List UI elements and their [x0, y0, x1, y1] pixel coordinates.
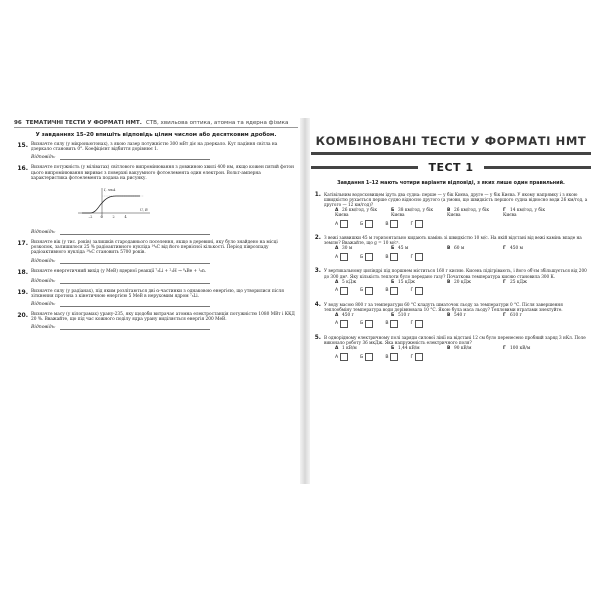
answer-box	[360, 353, 373, 361]
answer-checkbox[interactable]	[415, 353, 423, 361]
question-text: У вертикальному циліндрі під поршнем міститься 160 г кисню. Кисень підігрівають, і його об'єм збільшується від 200 до 300 дм³. Яку кількість теплоти було передано газу? Початкова температура кисню становила 300 К.	[324, 268, 587, 279]
x-tick-label: –2	[88, 215, 93, 220]
answer-field[interactable]	[60, 229, 210, 235]
answer-box	[335, 220, 348, 228]
option-letter: Г	[503, 312, 506, 318]
option-letter: Б	[391, 312, 395, 318]
answer-field[interactable]	[60, 301, 210, 307]
question-number: 15.	[17, 142, 28, 149]
box-letter: В	[385, 288, 389, 294]
answer-option	[335, 346, 391, 351]
answer-box	[385, 253, 398, 261]
answer-row	[31, 229, 298, 235]
answer-option	[503, 346, 559, 351]
box-letter: А	[335, 254, 339, 260]
answer-option	[503, 208, 559, 218]
box-letter: А	[335, 321, 339, 327]
question-number: 20.	[17, 312, 28, 320]
answer-box	[410, 220, 423, 228]
answer-label: Відповідь:	[31, 302, 56, 308]
answer-checkbox[interactable]	[415, 320, 423, 328]
section-title: КОМБІНОВАНІ ТЕСТИ У ФОРМАТІ НМТ	[315, 134, 587, 148]
answer-checkbox[interactable]	[415, 253, 423, 261]
option-letter: В	[447, 208, 451, 214]
answer-checkbox[interactable]	[365, 320, 373, 328]
question-number: 19.	[17, 288, 28, 296]
question-text: З вежі заввишки 45 м горизонтально кидають камінь зі швидкістю 10 м/с. На якій відстані від вежі камінь впаде на землю? Вважайте, що g = 10 м/с².	[324, 235, 582, 246]
answer-field[interactable]	[60, 154, 210, 160]
question-number: 16.	[17, 165, 28, 173]
left-page	[14, 120, 298, 480]
option-text: 540 г	[454, 312, 466, 318]
answer-checkbox[interactable]	[340, 320, 348, 328]
test-heading	[311, 161, 591, 174]
box-letter: В	[385, 321, 389, 327]
question-list	[14, 142, 298, 330]
answer-box	[385, 220, 398, 228]
question-number: 4.	[314, 301, 321, 308]
option-letter: Г	[503, 279, 506, 285]
answer-label: Відповідь:	[31, 325, 56, 331]
box-letter: Б	[360, 254, 364, 260]
question-text: Визначте масу (у кілограмах) урану-235, яку щодоби витрачає атомна електростанція потужністю 1080 МВт і ККД 20 %. Вважайте, що під час кожного поділу ядра урану виділяється енергія 200 МеВ.	[31, 312, 295, 323]
answer-option	[335, 280, 391, 285]
box-letter: В	[385, 254, 389, 260]
answer-checkbox[interactable]	[365, 287, 373, 295]
option-letter: В	[447, 346, 451, 352]
answer-checkbox[interactable]	[390, 253, 398, 261]
answer-option	[391, 246, 447, 251]
answer-box	[410, 253, 423, 261]
question-text: В однорідному електричному полі заряди силової лінії на відстані 12 см було перенесено пробний заряд 3 нКл. Поле виконало роботу 36 мкДж. Яка напруженість електричного поля?	[324, 334, 586, 345]
answer-boxes	[335, 253, 591, 261]
question-item	[14, 269, 298, 276]
option-letter: А	[335, 246, 339, 252]
box-letter: Б	[360, 221, 364, 227]
answer-row	[31, 324, 298, 330]
option-letter: В	[447, 312, 451, 318]
option-letter: А	[335, 208, 339, 214]
question-text: У воду масою 800 г за температури 60 °С кладуть шматочок льоду за температури 0 °С. Після завершення теплообміну температура води дорівнювала 10 °С. Якою була маса льоду? Тепловими втратами знехтуйте.	[324, 301, 563, 312]
option-text: 450 г	[342, 312, 354, 318]
test-instruction: Завдання 1–12 мають чотири варіанти відповіді, з яких лише один правильний.	[337, 180, 565, 186]
question-item	[14, 289, 298, 299]
section-instruction: У завданнях 15–20 впишіть відповідь цілим числом або десятковим дробом.	[35, 132, 277, 138]
option-text: 100 кВ/м	[510, 346, 531, 352]
answer-box	[385, 353, 398, 361]
iv-characteristic-graph	[74, 185, 154, 223]
test-question	[311, 302, 591, 312]
option-text: 510 г	[398, 312, 410, 318]
answer-option	[391, 313, 447, 318]
answer-options	[335, 313, 591, 318]
running-subtitle: СТВ, хвильова оптика, атомна та ядерна фізика	[145, 120, 289, 126]
option-text: 5 кДж	[342, 279, 357, 285]
test-question	[311, 268, 591, 278]
answer-option	[447, 208, 503, 218]
question-text: Визначте потужність (у міліватах) світлового випромінювання з довжиною хвилі 400 нм, якщо кожен пятий фотон цього випромінювання вириває з поверхні вакуумного фотоелемента один електрон. Вольт-амперна характеристика фотоелемента подана на рисунку.	[31, 165, 295, 181]
test-question-list	[311, 192, 591, 361]
answer-checkbox[interactable]	[390, 353, 398, 361]
question-text: Визначте силу (у мікроньютонах), з якою лазер потужністю 300 мВт діє на дзеркало. Кут падіння світла на дзеркало становить 0°. Коефіцієнт відбиття дорівнює 1.	[31, 142, 278, 153]
answer-field[interactable]	[60, 324, 210, 330]
question-item	[14, 312, 298, 322]
heading-bar-left	[311, 166, 418, 169]
x-tick-label: 0	[100, 215, 103, 220]
option-letter: Г	[503, 346, 506, 352]
answer-row	[31, 154, 298, 160]
option-letter: Б	[391, 208, 395, 214]
option-text: 610 г	[510, 312, 522, 318]
option-text: 60 м	[454, 246, 465, 252]
option-letter: А	[335, 279, 339, 285]
option-text: 450 м	[510, 246, 523, 252]
option-letter: Б	[391, 246, 395, 252]
option-text: 1,44 кВ/м	[398, 346, 420, 352]
question-text: Визначте силу (у радіанах), під яким розлітаються дві α-частинки з однаковою енергією, що утворилися після зіткнення протона з кінетичною енергією 5 МеВ в нерухомим ядром ⁷₃Li.	[31, 288, 284, 299]
option-letter: А	[335, 346, 339, 352]
page-number: 96	[14, 120, 22, 126]
answer-option	[447, 246, 503, 251]
answer-box	[335, 353, 348, 361]
question-item	[14, 142, 298, 152]
question-item	[14, 240, 298, 256]
x-tick-label: 2	[112, 215, 115, 220]
box-letter: А	[335, 288, 339, 294]
answer-option	[391, 346, 447, 351]
option-text: 25 кДж	[510, 279, 527, 285]
option-letter: Б	[391, 346, 395, 352]
answer-box	[360, 287, 373, 295]
heading-bar-right	[484, 166, 591, 169]
answer-box	[360, 320, 373, 328]
running-header	[14, 120, 298, 128]
answer-box	[335, 253, 348, 261]
answer-options	[335, 346, 591, 351]
test-question	[311, 235, 591, 245]
answer-checkbox[interactable]	[365, 220, 373, 228]
answer-checkbox[interactable]	[415, 287, 423, 295]
box-letter: Б	[360, 288, 364, 294]
test-question	[311, 335, 591, 345]
answer-option	[447, 280, 503, 285]
answer-checkbox[interactable]	[340, 220, 348, 228]
answer-boxes	[335, 220, 591, 228]
answer-option	[335, 313, 391, 318]
box-letter: Г	[410, 321, 414, 327]
question-number: 17.	[17, 240, 28, 248]
answer-row	[31, 301, 298, 307]
answer-field[interactable]	[60, 278, 210, 284]
answer-options	[335, 280, 591, 285]
y-axis-label: I, мкА	[104, 188, 116, 193]
option-text: 15 кДж	[398, 279, 415, 285]
answer-options	[335, 246, 591, 251]
answer-checkbox[interactable]	[365, 253, 373, 261]
answer-box	[410, 320, 423, 328]
box-letter: Б	[360, 354, 364, 360]
option-text: 90 кВ/м	[454, 346, 472, 352]
test-question	[311, 192, 591, 207]
answer-box	[410, 287, 423, 295]
question-item	[14, 165, 298, 181]
answer-option	[503, 280, 559, 285]
answer-box	[360, 220, 373, 228]
option-letter: Б	[391, 279, 395, 285]
answer-box	[335, 287, 348, 295]
question-number: 2.	[314, 235, 321, 242]
answer-label: Відповідь:	[31, 155, 56, 161]
book-gutter	[300, 118, 310, 484]
option-text: 1 кВ/м	[342, 346, 357, 352]
box-letter: В	[385, 354, 389, 360]
answer-label: Відповідь:	[31, 258, 56, 264]
question-number: 1.	[314, 192, 321, 198]
running-title: ТЕМАТИЧНІ ТЕСТИ У ФОРМАТІ НМТ.	[25, 120, 142, 126]
answer-box	[360, 253, 373, 261]
option-letter: Г	[503, 246, 506, 252]
option-text: 45 м	[398, 246, 409, 252]
option-letter: Г	[503, 208, 506, 214]
answer-boxes	[335, 287, 591, 295]
answer-box	[335, 320, 348, 328]
answer-checkbox[interactable]	[340, 287, 348, 295]
option-text: 20 кДж	[454, 279, 471, 285]
answer-option	[503, 313, 559, 318]
question-text: Визначте енергетичний вихід (у МеВ) ядерної реакції ⁷₃Li + ²₁H → ⁸₄Be + ¹₀n.	[31, 268, 207, 274]
answer-row	[31, 258, 298, 264]
answer-checkbox[interactable]	[390, 287, 398, 295]
answer-box	[385, 320, 398, 328]
answer-box	[410, 353, 423, 361]
box-letter: Г	[410, 288, 414, 294]
x-axis-label: U, В	[140, 208, 148, 213]
answer-checkbox[interactable]	[365, 353, 373, 361]
answer-option	[391, 280, 447, 285]
answer-option	[447, 313, 503, 318]
iv-curve	[82, 196, 140, 213]
title-rule	[311, 152, 591, 155]
answer-box	[385, 287, 398, 295]
option-letter: В	[447, 246, 451, 252]
answer-checkbox[interactable]	[390, 320, 398, 328]
question-number: 18.	[17, 268, 28, 276]
answer-checkbox[interactable]	[390, 220, 398, 228]
answer-option	[447, 346, 503, 351]
answer-option	[335, 246, 391, 251]
question-text: Визначте вік (у тис. років) залишків стародавнього поселення, якщо в деревині, яку було знайдено на місці розкопок, залишилося 25 % радіоактивного нукліда ¹⁴₆C від його первісної кількості. Період піврозпаду радіоактивного нукліда ¹⁴₆C становить 5700 років.	[31, 240, 278, 256]
answer-field[interactable]	[60, 258, 210, 264]
answer-option	[335, 208, 391, 218]
box-letter: В	[385, 221, 389, 227]
box-letter: Г	[410, 254, 414, 260]
option-text: 38 км/год, у бік Києва	[391, 208, 434, 219]
box-letter: А	[335, 354, 339, 360]
answer-checkbox[interactable]	[340, 253, 348, 261]
answer-boxes	[335, 353, 591, 361]
x-tick-label: 4	[124, 215, 127, 220]
box-letter: Г	[410, 354, 414, 360]
question-text: Катівільним водосховищем ідуть два судна: перше — у бік Києва, друге — у бік Києва. У якому напрямку і з якою швидкістю рухається перше судно відносно другого (а умови, що швидкість першого судна відносно води 26 км/год, а другого — 12 км/год)?	[324, 192, 588, 208]
box-letter: Б	[360, 321, 364, 327]
right-page	[311, 120, 591, 480]
option-letter: В	[447, 279, 451, 285]
test-label: ТЕСТ 1	[428, 161, 474, 174]
answer-label: Відповідь:	[31, 278, 56, 284]
box-letter: Г	[410, 221, 414, 227]
option-text: 14 км/год, у бік Києва	[503, 208, 546, 219]
answer-options	[335, 208, 591, 218]
answer-row	[31, 278, 298, 284]
question-number: 5.	[314, 334, 321, 341]
option-text: 26 км/год, у бік Києва	[447, 208, 490, 219]
answer-option	[391, 208, 447, 218]
option-letter: А	[335, 312, 339, 318]
answer-option	[503, 246, 559, 251]
option-text: 26 км/год, у бік Києва	[335, 208, 378, 219]
answer-checkbox[interactable]	[415, 220, 423, 228]
option-text: 30 м	[342, 246, 353, 252]
answer-checkbox[interactable]	[340, 353, 348, 361]
box-letter: А	[335, 221, 339, 227]
question-number: 3.	[314, 268, 321, 275]
answer-boxes	[335, 320, 591, 328]
answer-label: Відповідь:	[31, 230, 56, 236]
